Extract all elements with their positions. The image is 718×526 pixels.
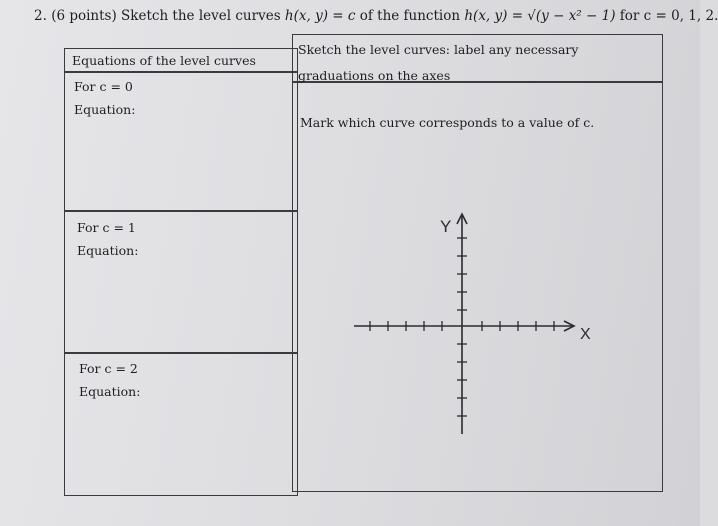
equation-c2-label: Equation: xyxy=(79,384,141,399)
question-text xyxy=(34,8,718,24)
y-axis-label: Y xyxy=(440,217,452,236)
x-axis-label: X xyxy=(580,326,591,343)
left-divider-1 xyxy=(64,210,298,212)
left-header-divider xyxy=(64,71,298,73)
left-table-header: Equations of the level curves xyxy=(72,53,256,68)
right-header-line1: Sketch the level curves: label any necessary xyxy=(298,42,579,57)
equation-c2-answer[interactable] xyxy=(79,404,289,484)
for-c2-label: For c = 2 xyxy=(79,361,138,376)
for-c1-label: For c = 1 xyxy=(77,220,136,235)
for-c0-label: For c = 0 xyxy=(74,79,133,94)
equation-c0-answer[interactable] xyxy=(74,122,284,202)
question-middle: of the function xyxy=(359,8,461,24)
question-points: (6 points) xyxy=(51,8,117,24)
level-curve-expression: h(x, y) = c xyxy=(284,8,356,24)
function-formula: h(x, y) = √(y − x² − 1) xyxy=(464,8,616,24)
sketch-axes[interactable] xyxy=(340,200,600,440)
left-divider-2 xyxy=(64,352,298,354)
mark-curve-instruction: Mark which curve corresponds to a value of c. xyxy=(300,115,595,130)
question-number: 2. xyxy=(34,8,47,24)
right-header-line2: graduations on the axes xyxy=(298,68,451,83)
question-prompt: Sketch the level curves xyxy=(121,8,281,24)
equation-c0-label: Equation: xyxy=(74,102,136,117)
equation-c1-answer[interactable] xyxy=(77,263,287,343)
equation-c1-label: Equation: xyxy=(77,243,139,258)
question-ending: for c = 0, 1, 2. xyxy=(619,8,718,24)
